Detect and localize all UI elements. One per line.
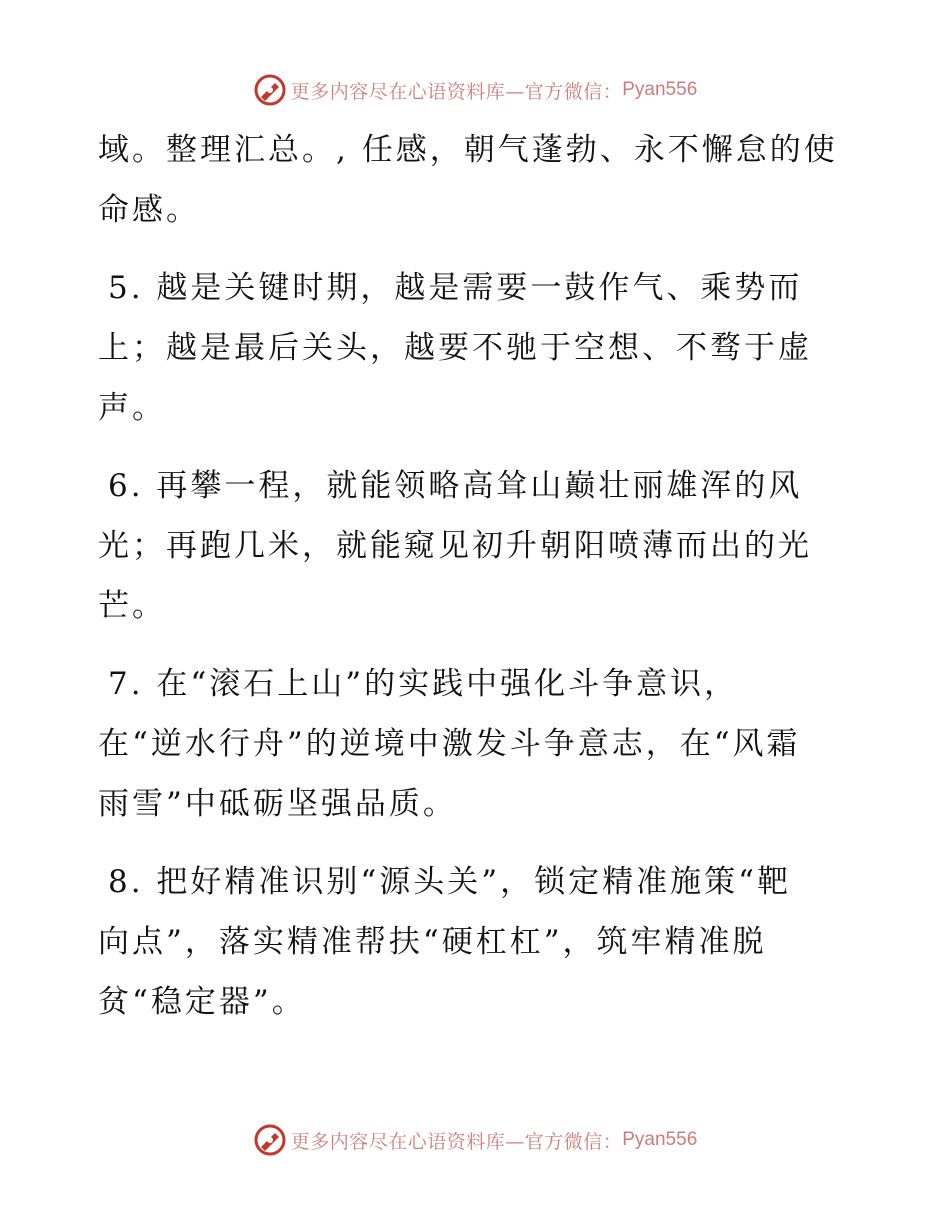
text-line: 域。整理汇总。, 任感，朝气蓬勃、永不懈怠的使 — [98, 132, 838, 168]
paragraph — [98, 120, 858, 240]
text-line: 命感。 — [98, 192, 200, 228]
text-line: 向点”，落实精准帮扶“硬杠杠”，筑牢精准脱 — [98, 924, 767, 960]
banner-wechat-id: Pyan556 — [622, 79, 698, 100]
text-line: 贫“稳定器”。 — [98, 984, 306, 1020]
banner-text: 更多内容尽在心语资料库—官方微信： — [290, 1130, 623, 1153]
text-line: 在“逆水行舟”的逆境中激发斗争意志，在“风霜 — [98, 726, 801, 762]
banner-wechat-id: Pyan556 — [622, 1129, 698, 1150]
paragraph — [98, 852, 858, 1032]
document-body — [98, 120, 858, 1050]
text-line: 芒。 — [98, 588, 166, 624]
paragraph — [98, 456, 858, 636]
footer-banner — [0, 1120, 950, 1160]
text-line: 雨雪”中砥砺坚强品质。 — [98, 786, 457, 822]
header-banner — [0, 70, 950, 110]
text-line: 声。 — [98, 390, 166, 426]
text-line: 5. 越是关键时期，越是需要一鼓作气、乘势而 — [108, 270, 803, 306]
text-line: 光；再跑几米，就能窥见初升朝阳喷薄而出的光 — [98, 528, 812, 564]
banner-text: 更多内容尽在心语资料库—官方微信： — [290, 80, 623, 103]
text-line: 8. 把好精准识别“源头关”，锁定精准施策“靶 — [108, 864, 791, 900]
paragraph — [98, 654, 858, 834]
text-line: 6. 再攀一程，就能领略高耸山巅壮丽雄浑的风 — [108, 468, 803, 504]
paragraph — [98, 258, 858, 438]
pen-logo-icon — [253, 73, 287, 107]
text-line: 7. 在“滚石上山”的实践中强化斗争意识， — [108, 666, 739, 702]
pen-logo-icon — [253, 1123, 287, 1157]
text-line: 上；越是最后关头，越要不驰于空想、不骛于虚 — [98, 330, 812, 366]
